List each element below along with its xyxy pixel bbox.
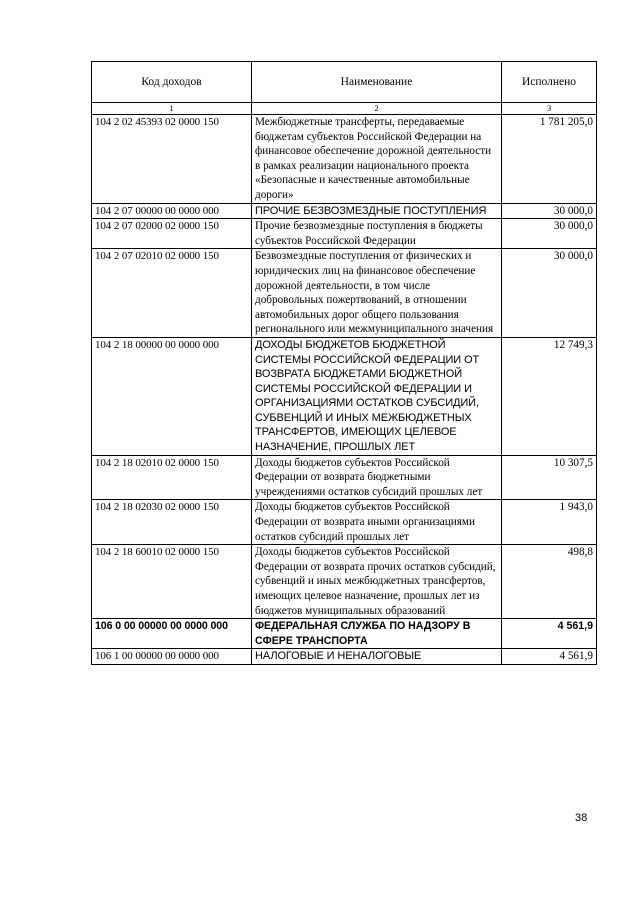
table-row bbox=[92, 219, 597, 249]
table-row bbox=[92, 545, 597, 619]
header-name: Наименование bbox=[252, 62, 502, 103]
row-amount: 498,8 bbox=[502, 545, 597, 619]
row-name: Прочие безвозмездные поступления в бюджеты субъектов Российской Федерации bbox=[252, 219, 502, 249]
column-number: 2 bbox=[252, 103, 502, 115]
row-code: 104 2 18 60010 02 0000 150 bbox=[92, 545, 252, 619]
row-amount: 12 749,3 bbox=[502, 337, 597, 455]
row-name: ДОХОДЫ БЮДЖЕТОВ БЮДЖЕТНОЙ СИСТЕМЫ РОССИЙСКОЙ ФЕДЕРАЦИИ ОТ ВОЗВРАТА БЮДЖЕТАМИ БЮДЖЕТНОЙ СИСТЕМЫ РОССИЙСКОЙ ФЕДЕРАЦИИ И ОРГАНИЗАЦИЯМИ ОСТАТКОВ СУБСИДИЙ, СУБВЕНЦИЙ И ИНЫХ МЕЖБЮДЖЕТНЫХ ТРАНСФЕРТОВ, ИМЕЮЩИХ ЦЕЛЕВОЕ НАЗНАЧЕНИЕ, ПРОШЛЫХ ЛЕТ bbox=[252, 337, 502, 455]
row-code: 104 2 07 00000 00 0000 000 bbox=[92, 203, 252, 219]
row-amount: 1 943,0 bbox=[502, 500, 597, 545]
row-amount: 4 561,9 bbox=[502, 649, 597, 665]
table-header-row bbox=[92, 62, 597, 103]
row-code: 104 2 02 45393 02 0000 150 bbox=[92, 115, 252, 204]
column-number: 1 bbox=[92, 103, 252, 115]
page-number: 38 bbox=[575, 812, 588, 824]
row-name: Доходы бюджетов субъектов Российской Федерации от возврата бюджетными учреждениями остатков субсидий прошлых лет bbox=[252, 455, 502, 500]
table-row bbox=[92, 115, 597, 204]
row-code: 104 2 18 02010 02 0000 150 bbox=[92, 455, 252, 500]
row-amount: 4 561,9 bbox=[502, 619, 597, 649]
row-name: Доходы бюджетов субъектов Российской Федерации от возврата прочих остатков субсидий, субвенций и иных межбюджетных трансфертов, имеющих целевое назначение, прошлых лет из бюджетов муниципальных образований bbox=[252, 545, 502, 619]
row-code: 104 2 07 02010 02 0000 150 bbox=[92, 249, 252, 338]
header-code: Код доходов bbox=[92, 62, 252, 103]
row-name: НАЛОГОВЫЕ И НЕНАЛОГОВЫЕ bbox=[252, 649, 502, 665]
row-code: 104 2 18 00000 00 0000 000 bbox=[92, 337, 252, 455]
column-number-row bbox=[92, 103, 597, 115]
table-row bbox=[92, 455, 597, 500]
row-amount: 10 307,5 bbox=[502, 455, 597, 500]
revenue-table bbox=[91, 61, 597, 665]
table-row bbox=[92, 619, 597, 649]
table-row bbox=[92, 649, 597, 665]
row-code: 106 1 00 00000 00 0000 000 bbox=[92, 649, 252, 665]
row-code: 104 2 18 02030 02 0000 150 bbox=[92, 500, 252, 545]
table-row bbox=[92, 203, 597, 219]
row-name: ФЕДЕРАЛЬНАЯ СЛУЖБА ПО НАДЗОРУ В СФЕРЕ ТРАНСПОРТА bbox=[252, 619, 502, 649]
row-name: Доходы бюджетов субъектов Российской Федерации от возврата иными организациями остатков субсидий прошлых лет bbox=[252, 500, 502, 545]
table-row bbox=[92, 337, 597, 455]
header-executed: Исполнено bbox=[502, 62, 597, 103]
table-row bbox=[92, 500, 597, 545]
row-name: ПРОЧИЕ БЕЗВОЗМЕЗДНЫЕ ПОСТУПЛЕНИЯ bbox=[252, 203, 502, 219]
row-name: Межбюджетные трансферты, передаваемые бюджетам субъектов Российской Федерации на финансовое обеспечение дорожной деятельности в рамках реализации национального проекта «Безопасные и качественные автомобильные дороги» bbox=[252, 115, 502, 204]
row-name: Безвозмездные поступления от физических и юридических лиц на финансовое обеспечение дорожной деятельности, в том числе добровольных пожертвований, в отношении автомобильных дорог общего пользования регионального или межмуниципального значения bbox=[252, 249, 502, 338]
table-row bbox=[92, 249, 597, 338]
row-amount: 30 000,0 bbox=[502, 203, 597, 219]
row-amount: 30 000,0 bbox=[502, 249, 597, 338]
column-number: 3 bbox=[502, 103, 597, 115]
row-code: 104 2 07 02000 02 0000 150 bbox=[92, 219, 252, 249]
row-amount: 1 781 205,0 bbox=[502, 115, 597, 204]
row-code: 106 0 00 00000 00 0000 000 bbox=[92, 619, 252, 649]
row-amount: 30 000,0 bbox=[502, 219, 597, 249]
